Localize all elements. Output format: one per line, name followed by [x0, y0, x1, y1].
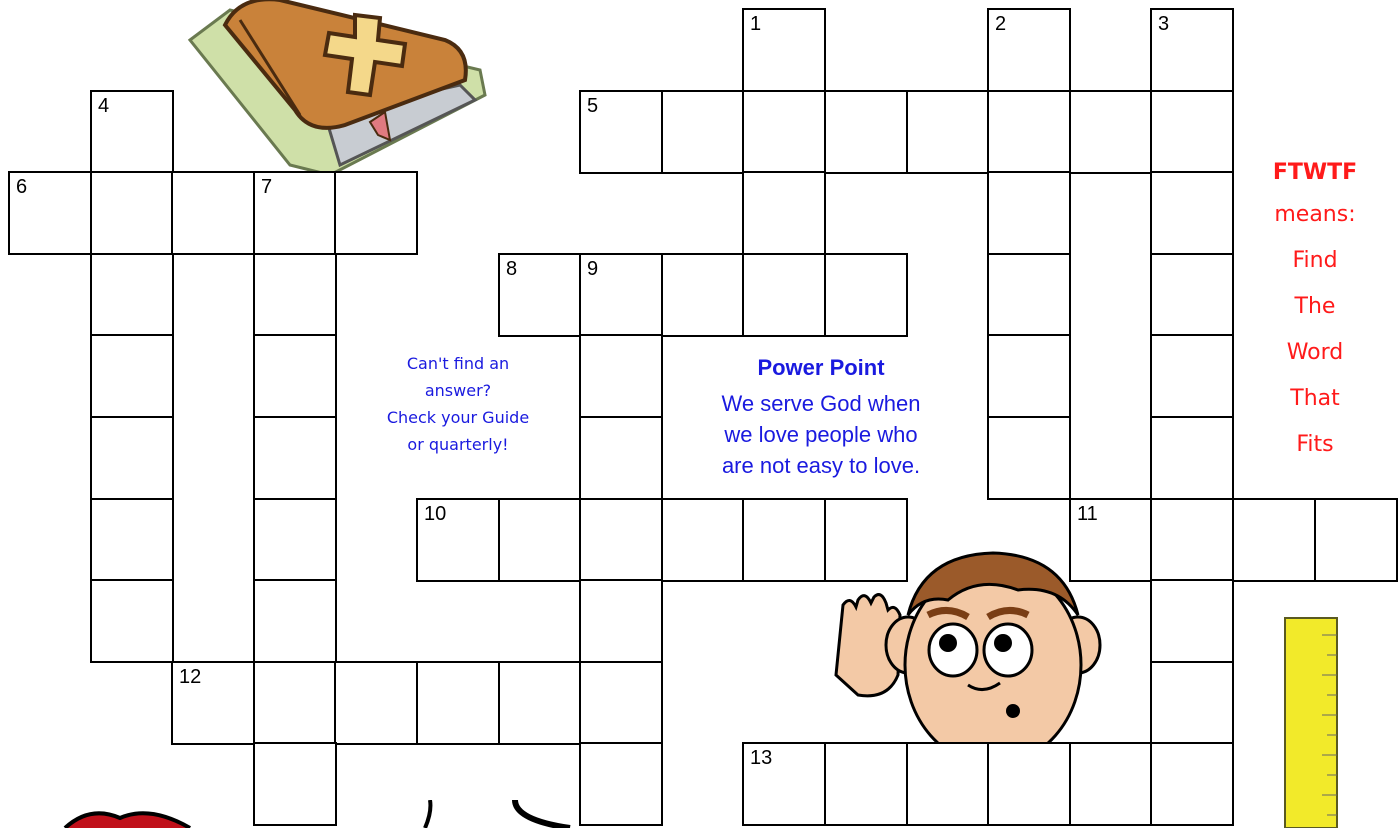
clue-number: 2: [995, 13, 1007, 35]
crossword-cell[interactable]: [90, 171, 174, 255]
clue-number: 11: [1077, 503, 1098, 525]
crossword-cell-11[interactable]: [1069, 498, 1153, 582]
power-point: [666, 352, 976, 481]
crossword-cell[interactable]: [742, 253, 826, 337]
crossword-cell[interactable]: [253, 579, 337, 663]
crossword-cell[interactable]: [1069, 742, 1153, 826]
crossword-cell[interactable]: [90, 579, 174, 663]
crossword-cell[interactable]: [1150, 253, 1234, 337]
crossword-cell-3[interactable]: [1150, 8, 1234, 92]
crossword-cell[interactable]: [579, 416, 663, 500]
crossword-cell-6[interactable]: [8, 171, 92, 255]
crossword-cell[interactable]: [253, 498, 337, 582]
clue-number: 3: [1158, 13, 1170, 35]
hint-line-3: Check your Guide: [386, 408, 530, 427]
ftwtf-line-3: The: [1294, 294, 1336, 319]
crossword-cell[interactable]: [742, 90, 826, 174]
crossword-cell[interactable]: [661, 253, 745, 337]
crossword-cell[interactable]: [1150, 661, 1234, 745]
crossword-cell[interactable]: [579, 742, 663, 826]
crossword-cell[interactable]: [824, 253, 908, 337]
crossword-cell[interactable]: [1150, 171, 1234, 255]
crossword-cell[interactable]: [906, 742, 990, 826]
crossword-cell-7[interactable]: [253, 171, 337, 255]
crossword-cell[interactable]: [579, 498, 663, 582]
ftwtf-line-5: That: [1290, 386, 1340, 411]
crossword-cell-1[interactable]: [742, 8, 826, 92]
crossword-cell-13[interactable]: [742, 742, 826, 826]
crossword-cell[interactable]: [334, 171, 418, 255]
crossword-cell[interactable]: [987, 90, 1071, 174]
crossword-cell[interactable]: [1314, 498, 1398, 582]
crossword-cell[interactable]: [824, 90, 908, 174]
crossword-cell[interactable]: [416, 661, 500, 745]
crossword-cell[interactable]: [579, 334, 663, 418]
crossword-cell[interactable]: [987, 171, 1071, 255]
hint-line-2: answer?: [424, 381, 492, 400]
crossword-cell-2[interactable]: [987, 8, 1071, 92]
crossword-cell[interactable]: [1150, 90, 1234, 174]
clue-number: 13: [750, 747, 773, 769]
crossword-cell[interactable]: [742, 171, 826, 255]
power-point-line-2: we love people who: [724, 422, 918, 447]
ftwtf-line-2: Find: [1292, 248, 1338, 273]
clue-number: 12: [179, 666, 202, 688]
crossword-cell[interactable]: [1069, 90, 1153, 174]
crossword-cell[interactable]: [253, 661, 337, 745]
crossword-cell-9[interactable]: [579, 253, 663, 337]
crossword-cell[interactable]: [334, 661, 418, 745]
crossword-cell[interactable]: [1150, 416, 1234, 500]
clue-number: 4: [98, 95, 110, 117]
crossword-cell[interactable]: [90, 416, 174, 500]
crossword-cell[interactable]: [742, 498, 826, 582]
hint-line-4: or quarterly!: [407, 435, 509, 454]
crossword-cell[interactable]: [661, 498, 745, 582]
crossword-cell[interactable]: [824, 498, 908, 582]
crossword-cell[interactable]: [987, 334, 1071, 418]
crossword-cell[interactable]: [253, 334, 337, 418]
crossword-cell[interactable]: [824, 742, 908, 826]
power-point-line-1: We serve God when: [721, 391, 921, 416]
ftwtf-legend: [1240, 154, 1390, 468]
crossword-cell[interactable]: [1150, 498, 1234, 582]
clue-number: 8: [506, 258, 518, 280]
crossword-cell[interactable]: [90, 334, 174, 418]
crossword-cell[interactable]: [253, 416, 337, 500]
clue-number: 7: [261, 176, 273, 198]
crossword-cell[interactable]: [90, 498, 174, 582]
crossword-cell[interactable]: [579, 661, 663, 745]
crossword-cell[interactable]: [1232, 498, 1316, 582]
crossword-cell[interactable]: [498, 498, 582, 582]
crossword-cell[interactable]: [661, 90, 745, 174]
crossword-cell-4[interactable]: [90, 90, 174, 174]
power-point-title: Power Point: [757, 355, 885, 380]
crossword-cell[interactable]: [1150, 579, 1234, 663]
crossword-cell[interactable]: [90, 253, 174, 337]
crossword-cell[interactable]: [1150, 334, 1234, 418]
power-point-line-3: are not easy to love.: [721, 453, 921, 478]
crossword-cell-12[interactable]: [171, 661, 255, 745]
crossword-cell-5[interactable]: [579, 90, 663, 174]
clue-number: 10: [424, 503, 447, 525]
ftwtf-line-4: Word: [1286, 340, 1344, 365]
crossword-cell[interactable]: [253, 742, 337, 826]
crossword-cell[interactable]: [498, 661, 582, 745]
clue-number: 5: [587, 95, 599, 117]
crossword-cell[interactable]: [171, 171, 255, 255]
crossword-cell[interactable]: [987, 742, 1071, 826]
ftwtf-line-1: means:: [1274, 202, 1356, 227]
crossword-cell[interactable]: [1150, 742, 1234, 826]
hint-note: [360, 350, 556, 458]
crossword-cell[interactable]: [579, 579, 663, 663]
clue-number: 1: [750, 13, 762, 35]
crossword-cell-10[interactable]: [416, 498, 500, 582]
ftwtf-abbr: FTWTF: [1272, 160, 1358, 185]
crossword-cell-8[interactable]: [498, 253, 582, 337]
crossword-cell[interactable]: [253, 253, 337, 337]
crossword-cell[interactable]: [987, 253, 1071, 337]
ftwtf-line-6: Fits: [1296, 432, 1334, 457]
clue-number: 9: [587, 258, 599, 280]
crossword-cell[interactable]: [906, 90, 990, 174]
hint-line-1: Can't find an: [406, 354, 510, 373]
crossword-cell[interactable]: [987, 416, 1071, 500]
clue-number: 6: [16, 176, 28, 198]
